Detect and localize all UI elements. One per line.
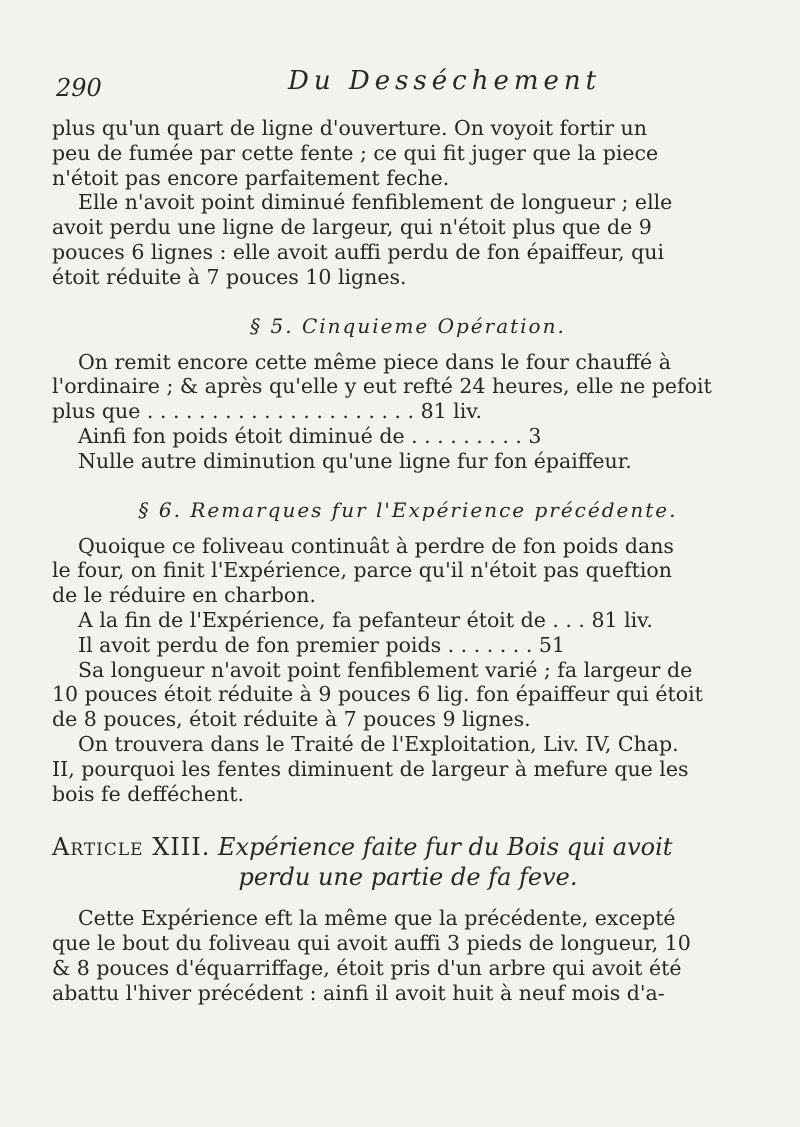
paragraph-1 xyxy=(52,116,764,190)
text-line: Quoique ce foliveau continuât à perdre de fon poids dans xyxy=(78,533,674,558)
paragraph-2 xyxy=(52,190,764,289)
paragraph-6 xyxy=(52,732,764,806)
text-line: de le réduire en charbon. xyxy=(52,583,316,608)
text-line: plus qu'un quart de ligne d'ouverture. On voyoit fortir un xyxy=(52,116,647,140)
text-line: & 8 pouces d'équarriffage, étoit pris d'un arbre qui avoit été xyxy=(52,955,682,980)
text-line: peu de fumée par cette fente ; ce qui fit juger que la piece xyxy=(52,140,659,165)
text-line: 10 pouces étoit réduite à 9 pouces 6 lig. fon épaiffeur qui étoit xyxy=(52,682,703,707)
section-5-heading: § 5. Cinquieme Opération. xyxy=(250,313,566,338)
article-title-line-1: Expérience faite fur du Bois qui avoit xyxy=(218,833,673,862)
paragraph-7 xyxy=(52,906,764,1005)
text-line: plus que . . . . . . . . . . . . . . . . . . . . . 81 liv. xyxy=(52,399,482,424)
text-line: Ainfi fon poids étoit diminué de . . . . . . . . . 3 xyxy=(78,423,542,448)
text-line: Sa longueur n'avoit point fenfiblement varié ; fa largeur de xyxy=(78,657,693,682)
text-line: Cette Expérience eft la même que la précédente, excepté xyxy=(78,906,676,931)
text-line: que le bout du foliveau qui avoit auffi 3 pieds de longueur, 10 xyxy=(52,931,691,956)
article-heading xyxy=(52,832,764,892)
text-line: bois fe defféchent. xyxy=(52,781,245,806)
text-line: Il avoit perdu de fon premier poids . . . . . . . 51 xyxy=(78,632,565,657)
paragraph-4 xyxy=(52,534,764,608)
paragraph-3 xyxy=(52,350,764,474)
text-line: l'ordinaire ; & après qu'elle y eut refté 24 heures, elle ne pefoit xyxy=(52,374,712,399)
paragraph-5 xyxy=(52,608,764,732)
text-line: Elle n'avoit point diminué fenfiblement de longueur ; elle xyxy=(78,190,673,215)
text-line: avoit perdu une ligne de largeur, qui n'étoit plus que de 9 xyxy=(52,215,652,240)
text-line: n'étoit pas encore parfaitement feche. xyxy=(52,165,450,190)
article-label: Article XIII. xyxy=(52,833,211,862)
running-title: Du Desséchement xyxy=(288,66,602,96)
page-body xyxy=(52,116,764,1006)
text-line: A la fin de l'Expérience, fa pefanteur étoit de . . . 81 liv. xyxy=(78,607,653,632)
text-line: abattu l'hiver précédent : ainfi il avoit huit à neuf mois d'a- xyxy=(52,980,665,1005)
article-title-line-2: perdu une partie de fa feve. xyxy=(238,863,578,892)
text-line: On trouvera dans le Traité de l'Exploitation, Liv. IV, Chap. xyxy=(78,731,679,756)
text-line: II, pourquoi les fentes diminuent de largeur à mefure que les xyxy=(52,756,689,781)
text-line: pouces 6 lignes : elle avoit auffi perdu de fon épaiffeur, qui xyxy=(52,239,665,264)
text-line: le four, on finit l'Expérience, parce qu'il n'étoit pas queftion xyxy=(52,558,672,583)
text-line: étoit réduite à 7 pouces 10 lignes. xyxy=(52,264,407,289)
text-line: de 8 pouces, étoit réduite à 7 pouces 9 lignes. xyxy=(52,707,531,732)
page-number: 290 xyxy=(56,74,102,102)
text-line: On remit encore cette même piece dans le four chauffé à xyxy=(78,349,671,374)
section-6-heading: § 6. Remarques fur l'Expérience précédente. xyxy=(138,497,678,522)
text-line: Nulle autre diminution qu'une ligne fur fon épaiffeur. xyxy=(78,448,632,473)
page-header xyxy=(56,66,710,102)
